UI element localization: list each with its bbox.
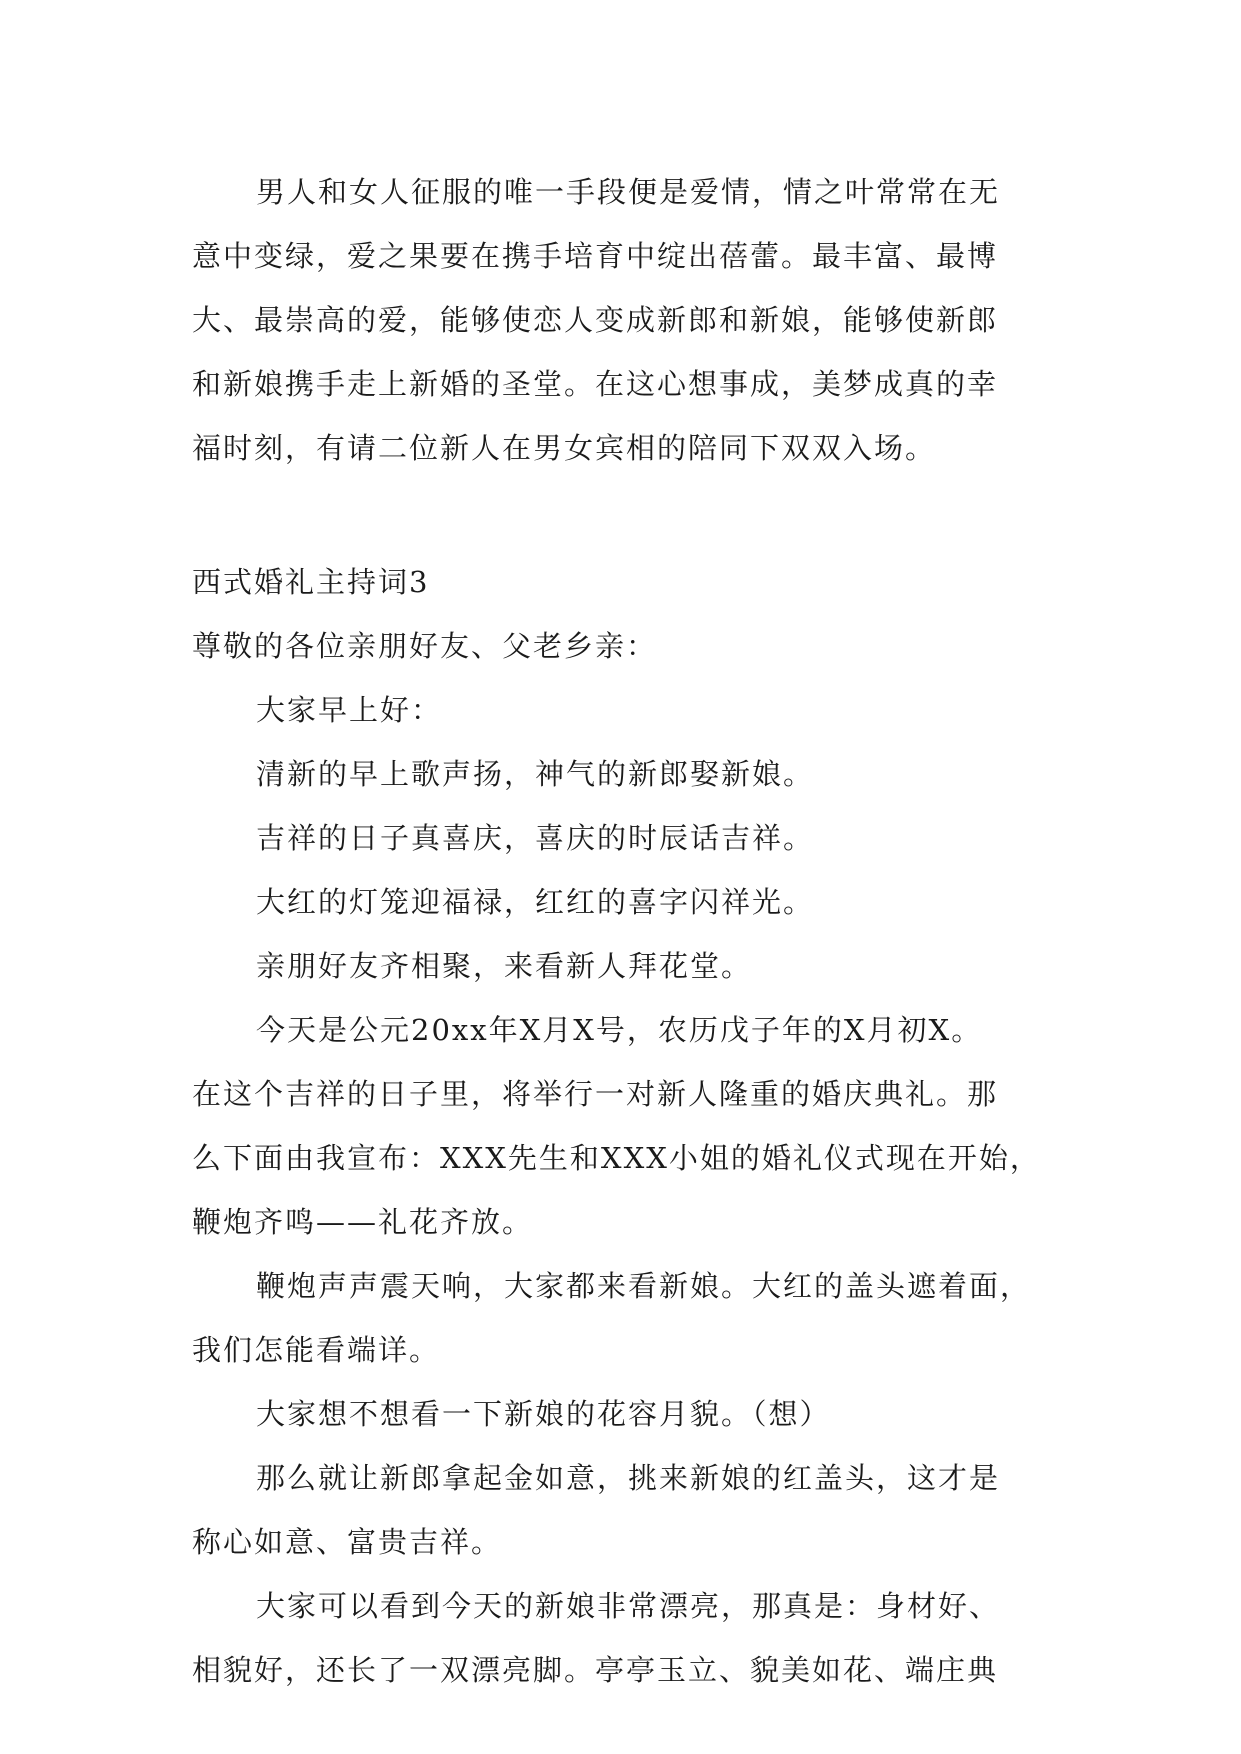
verse-line: 亲朋好友齐相聚，来看新人拜花堂。: [256, 949, 753, 983]
firecrackers-paragraph: [192, 1254, 1052, 1382]
paragraph-line: 和新娘携手走上新婚的圣堂。在这心想事成，美梦成真的幸: [192, 367, 999, 401]
verse-block: [192, 742, 1052, 998]
paragraph-line: 大、最崇高的爱，能够使恋人变成新郎和新娘，能够使新郎: [192, 303, 999, 337]
salutation: 尊敬的各位亲朋好友、父老乡亲：: [192, 629, 658, 663]
question-line: 大家想不想看一下新娘的花容月貌。（想）: [256, 1397, 831, 1431]
paragraph-line: 在这个吉祥的日子里，将举行一对新人隆重的婚庆典礼。那: [192, 1077, 999, 1111]
verse-line: 清新的早上歌声扬，神气的新郎娶新娘。: [256, 757, 815, 791]
veil-paragraph: [192, 1446, 1052, 1574]
paragraph-line: 鞭炮齐鸣——礼花齐放。: [192, 1205, 534, 1239]
bride-paragraph: [192, 1574, 1052, 1702]
paragraph-line: 么下面由我宣布：XXX先生和XXX小姐的婚礼仪式现在开始，: [192, 1141, 1041, 1175]
paragraph-line: 鞭炮声声震天响，大家都来看新娘。大红的盖头遮着面，: [256, 1269, 1032, 1303]
paragraph-line: 我们怎能看端详。: [192, 1333, 441, 1367]
greeting: 大家早上好：: [256, 693, 443, 727]
paragraph-line: 今天是公元20xx年X月X号，农历戊子年的X月初X。: [256, 1013, 983, 1047]
verse-line: 吉祥的日子真喜庆，喜庆的时辰话吉祥。: [256, 821, 815, 855]
verse-line: 大红的灯笼迎福禄，红红的喜字闪祥光。: [256, 885, 815, 919]
paragraph-line: 相貌好，还长了一双漂亮脚。亭亭玉立、貌美如花、端庄典: [192, 1653, 999, 1687]
intro-paragraph: [192, 160, 1052, 480]
paragraph-line: 男人和女人征服的唯一手段便是爱情，情之叶常常在无: [256, 175, 1001, 209]
date-paragraph: [192, 998, 1052, 1254]
section-spacer: [192, 480, 1052, 550]
section-heading: 西式婚礼主持词3: [192, 565, 430, 599]
paragraph-line: 意中变绿，爱之果要在携手培育中绽出蓓蕾。最丰富、最博: [192, 239, 999, 273]
document-body: [192, 160, 1052, 1702]
paragraph-line: 称心如意、富贵吉祥。: [192, 1525, 503, 1559]
paragraph-line: 那么就让新郎拿起金如意，挑来新娘的红盖头，这才是: [256, 1461, 1001, 1495]
paragraph-line: 大家可以看到今天的新娘非常漂亮，那真是：身材好、: [256, 1589, 1001, 1623]
paragraph-line: 福时刻，有请二位新人在男女宾相的陪同下双双入场。: [192, 431, 937, 465]
